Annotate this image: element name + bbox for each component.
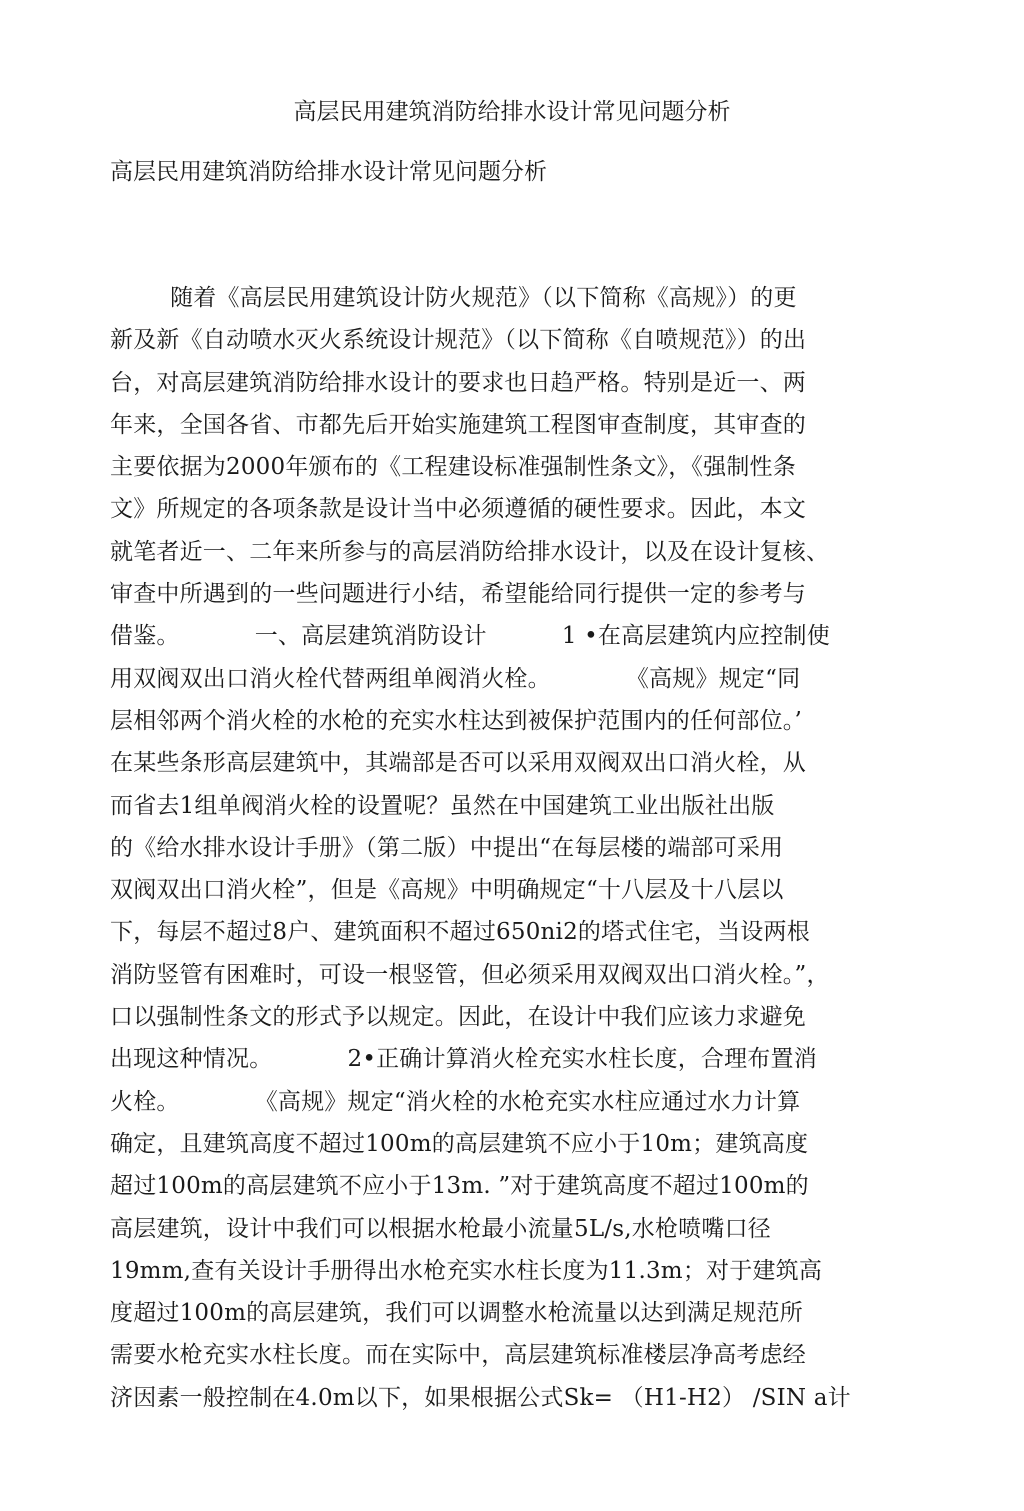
body-line: 审查中所遇到的一些问题进行小结，希望能给同行提供一定的参考与 [110, 581, 806, 608]
body-line: 就笔者近一、二年来所参与的高层消防给排水设计，以及在设计复核、 [110, 538, 830, 565]
body-line: 用双阀双出口消火栓代替两组单阀消火栓。 《高规》规定“同 [110, 665, 801, 692]
body-line: 的《给水排水设计手册》（第二版）中提出“在每层楼的端部可采用 [110, 834, 784, 861]
body-line: 在某些条形高层建筑中，其端部是否可以采用双阀双出口消火栓，从 [110, 750, 806, 777]
body-line: 年来，全国各省、市都先后开始实施建筑工程图审查制度，其审查的 [110, 411, 806, 438]
body-line: 出现这种情况。 2•正确计算消火栓充实水柱长度，合理布置消 [110, 1046, 817, 1073]
body-line: 新及新《自动喷水灭火系统设计规范》（以下简称《自喷规范》）的出 [110, 327, 807, 354]
body-line: 下，每层不超过8户、建筑面积不超过650ni2的塔式住宅，当设两根 [110, 919, 810, 946]
body-line: 超过100m的高层建筑不应小于13m. ”对于建筑高度不超过100m的 [110, 1173, 809, 1200]
body-line: 借鉴。 一、高层建筑消防设计 1 •在高层建筑内应控制使 [110, 623, 830, 650]
body-line: 主要依据为2000年颁布的《工程建设标准强制性条文》，《强制性条 [110, 454, 796, 481]
document-subheading: 高层民用建筑消防给排水设计常见问题分析 [110, 159, 547, 185]
body-line: 火栓。 《高规》规定“消火栓的水枪充实水柱应通过水力计算 [110, 1088, 801, 1115]
body-line: 层相邻两个消火栓的水枪的充实水柱达到被保护范围内的任何部位。’ [110, 707, 803, 734]
body-line: 度超过100m的高层建筑，我们可以调整水枪流量以达到满足规范所 [110, 1300, 803, 1327]
body-line: 台，对高层建筑消防给排水设计的要求也日趋严格。特别是近一、两 [110, 369, 806, 396]
body-line: 确定，且建筑高度不超过100m的高层建筑不应小于10m；建筑高度 [110, 1130, 809, 1157]
document-body [110, 279, 910, 1421]
body-line: 而省去1组单阀消火栓的设置呢？虽然在中国建筑工业出版社出版 [110, 792, 775, 819]
body-line: 口以强制性条文的形式予以规定。因此，在设计中我们应该力求避免 [110, 1004, 806, 1031]
body-line: 济因素一般控制在4.0m以下，如果根据公式Sk= （H1-H2） /SIN a计 [110, 1384, 851, 1411]
body-line: 随着《高层民用建筑设计防火规范》（以下简称《高规》）的更 [110, 285, 797, 311]
body-line: 需要水枪充实水柱长度。而在实际中，高层建筑标准楼层净高考虑经 [110, 1342, 806, 1369]
body-line: 文》所规定的各项条款是设计当中必须遵循的硬性要求。因此，本文 [110, 496, 806, 523]
body-line: 双阀双出口消火栓”，但是《高规》中明确规定“十八层及十八层以 [110, 877, 784, 904]
body-line: 消防竖管有困难时，可设一根竖管，但必须采用双阀双出口消火栓。”， [110, 961, 830, 988]
document-heading: 高层民用建筑消防给排水设计常见问题分析 [293, 99, 731, 125]
body-line: 高层建筑，设计中我们可以根据水枪最小流量5L/s,水枪喷嘴口径 [110, 1215, 771, 1242]
body-line: 19mm,查有关设计手册得出水枪充实水柱长度为11.3m；对于建筑高 [110, 1257, 823, 1284]
